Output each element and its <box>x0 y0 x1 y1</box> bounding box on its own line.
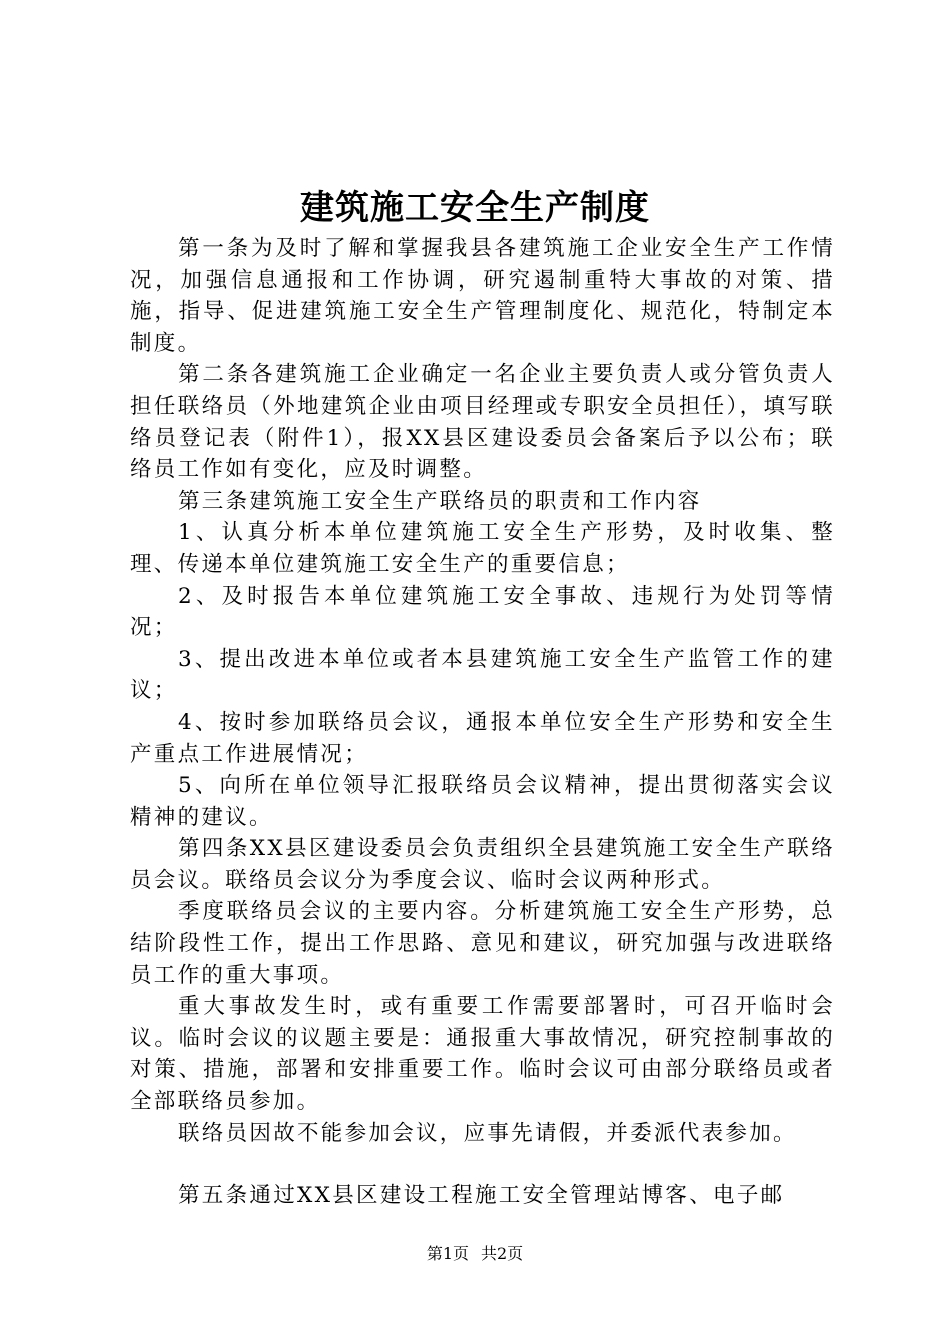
paragraph-duty-3: 3、提出改进本单位或者本县建筑施工安全生产监管工作的建议； <box>130 646 835 704</box>
page-number-total: 共2页 <box>481 1244 524 1263</box>
paragraph-article-2: 第二条各建筑施工企业确定一名企业主要负责人或分管负责人担任联络员（外地建筑企业由项目经理或专职安全员担任），填写联络员登记表（附件1），报XX县区建设委员会备案后予以公布；联络员工作如有变化，应及时调整。 <box>130 362 835 483</box>
paragraph-duty-5: 5、向所在单位领导汇报联络员会议精神，提出贯彻落实会议精神的建议。 <box>130 773 835 830</box>
document-body <box>130 233 835 1212</box>
paragraph-article-1: 第一条为及时了解和掌握我县各建筑施工企业安全生产工作情况，加强信息通报和工作协调，研究遏制重特大事故的对策、措施，指导、促进建筑施工安全生产管理制度化、规范化，特制定本制度。 <box>130 236 835 356</box>
paragraph-leave-request: 联络员因故不能参加会议，应事先请假，并委派代表参加。 <box>178 1120 797 1146</box>
paragraph-article-5: 第五条通过XX县区建设工程施工安全管理站博客、电子邮 <box>178 1183 785 1209</box>
page-number-current: 第1页 <box>426 1244 469 1263</box>
paragraph-quarterly-meeting: 季度联络员会议的主要内容。分析建筑施工安全生产形势，总结阶段性工作，提出工作思路、意见和建议，研究加强与改进联络员工作的重大事项。 <box>130 899 835 988</box>
paragraph-duty-1: 1、认真分析本单位建筑施工安全生产形势，及时收集、整理、传递本单位建筑施工安全生产的重要信息； <box>130 520 835 577</box>
paragraph-duty-2: 2、及时报告本单位建筑施工安全事故、违规行为处罚等情况； <box>130 583 835 641</box>
document-title: 建筑施工安全生产制度 <box>300 188 650 228</box>
paragraph-article-3-heading: 第三条建筑施工安全生产联络员的职责和工作内容 <box>178 488 702 514</box>
paragraph-temporary-meeting: 重大事故发生时，或有重要工作需要部署时，可召开临时会议。临时会议的议题主要是：通报重大事故情况，研究控制事故的对策、措施，部署和安排重要工作。临时会议可由部分联络员或者全部联络员参加。 <box>130 994 835 1115</box>
page-footer <box>0 1243 950 1265</box>
paragraph-article-4: 第四条XX县区建设委员会负责组织全县建筑施工安全生产联络员会议。联络员会议分为季度会议、临时会议两种形式。 <box>130 836 835 893</box>
paragraph-duty-4: 4、按时参加联络员会议，通报本单位安全生产形势和安全生产重点工作进展情况； <box>130 709 835 767</box>
